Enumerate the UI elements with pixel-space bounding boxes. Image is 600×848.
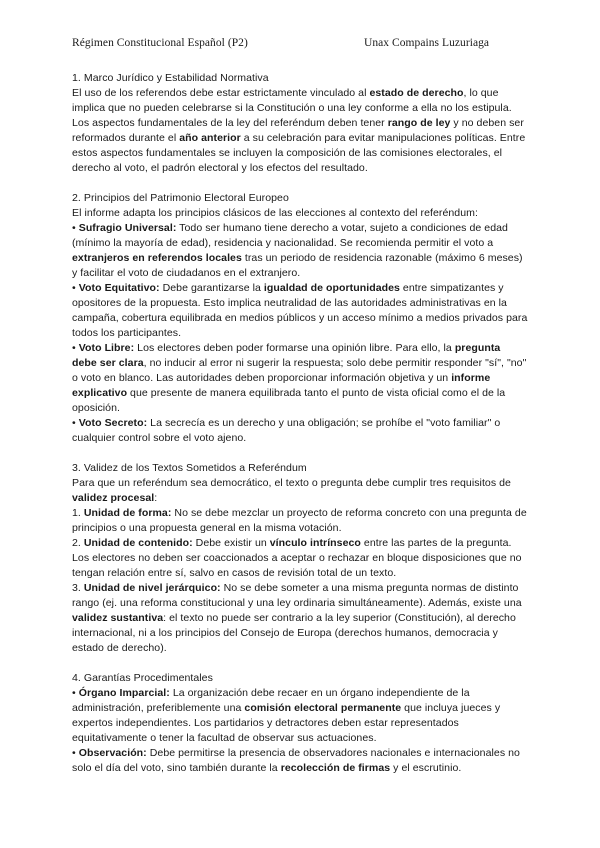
text-run: 1. [72, 507, 84, 519]
section-heading: 2. Principios del Patrimonio Electoral Europeo [72, 192, 289, 204]
section [72, 191, 528, 446]
document-body [72, 71, 528, 791]
text-run: entre las partes de la pregunta. Los electores no deben ser coaccionados a aceptar o rechazar en bloque disposiciones que no tengan relación entre sí, salvo en casos de revisión total de un texto. [72, 537, 522, 579]
text-run: Los electores deben poder formarse una opinión libre. Para ello, la [134, 342, 455, 354]
section [72, 671, 528, 776]
section-heading: 4. Garantías Procedimentales [72, 672, 213, 684]
paragraph [72, 341, 528, 416]
text-run: Todo ser humano tiene derecho a votar, sujeto a condiciones de edad (mínimo la mayoría de edad), residencia y nacionalidad. Se recomienda permitir el voto a [72, 222, 508, 249]
text-run: No se debe mezclar un proyecto de reforma concreto con una pregunta de principios o una propuesta general en la misma votación. [72, 507, 527, 534]
bold-text: Unidad de forma: [83, 507, 172, 519]
text-run: tras un periodo de residencia razonable (máximo 6 meses) y facilitar el voto de ciudadanos en el extranjero. [72, 252, 523, 279]
text-run: Debe garantizarse la [159, 282, 264, 294]
bold-text: Voto Secreto: [78, 417, 148, 429]
text-run: • [72, 687, 79, 699]
bold-text: pregunta debe ser clara [72, 342, 501, 369]
bold-text: vínculo intrínseco [269, 537, 361, 549]
text-run: • [72, 747, 79, 759]
text-run: Para que un referéndum sea democrático, el texto o pregunta debe cumplir tres requisitos de [72, 477, 511, 489]
paragraph [72, 536, 528, 581]
bold-text: Unidad de nivel jerárquico: [83, 582, 221, 594]
section-heading: 1. Marco Jurídico y Estabilidad Normativa [72, 72, 269, 84]
bold-text: recolección de firmas [280, 762, 391, 774]
text-run: El uso de los referendos debe estar estrictamente vinculado al [72, 87, 370, 99]
bold-text: comisión electoral permanente [244, 702, 402, 714]
header-author-name: Unax Compains Luzuriaga [364, 37, 490, 49]
section [72, 461, 528, 656]
bold-text: año anterior [179, 132, 241, 144]
text-run: , lo que implica que no pueden celebrarse si la Constitución o una ley conforme a ella no los estipula. Los aspectos fundamentales de la ley del referéndum deben tener [72, 87, 512, 129]
section-heading: 3. Validez de los Textos Sometidos a Referéndum [72, 462, 307, 474]
text-run: No se debe someter a una misma pregunta normas de distinto rango (ej. una reforma constitucional y una ley ordinaria simultáneamente). Además, existe una [72, 582, 522, 609]
bold-text: validez procesal [72, 492, 155, 504]
bold-text: Sufragio Universal: [78, 222, 177, 234]
text-run: Debe permitirse la presencia de observadores nacionales e internacionales no solo el día del voto, sino también durante la [72, 747, 520, 774]
paragraph [72, 416, 528, 446]
text-run: Debe existir un [192, 537, 270, 549]
bold-text: Unidad de contenido: [83, 537, 193, 549]
header-course-title: Régimen Constitucional Español (P2) [72, 37, 248, 49]
text-run: : el texto no puede ser contrario a la ley superior (Constitución), al derecho internacional, ni a los principios del Consejo de Europa (derechos humanos, democracia y estado de derecho). [72, 612, 516, 654]
text-run: • [72, 342, 79, 354]
paragraph [72, 281, 528, 341]
text-run: y no deben ser reformados durante el [72, 117, 524, 144]
section [72, 71, 528, 176]
paragraph [72, 86, 528, 176]
text-run: La secrecía es un derecho y una obligación; se prohíbe el "voto familiar" o cualquier control sobre el voto ajeno. [72, 417, 501, 444]
text-run: a su celebración para evitar manipulaciones políticas. Entre estos aspectos fundamentales se incluyen la composición de las comisiones electorales, el derecho al voto, el padrón electoral y los efectos del resultado. [72, 132, 526, 174]
paragraph [72, 686, 528, 746]
paragraph [72, 206, 528, 221]
text-run: y el escrutinio. [390, 762, 462, 774]
text-run: entre simpatizantes y opositores de la propuesta. Esto implica neutralidad de las autoridades administrativas en la campaña, cobertura equilibrada en medios públicos y un acceso mínimo a medios privados para todos los participantes. [72, 282, 528, 339]
bold-text: informe explicativo [72, 372, 491, 399]
paragraph [72, 221, 528, 281]
text-run: que incluya jueces y expertos independientes. Los partidarios y detractores deben estar representados equitativamente o tener la facultad de observar sus actuaciones. [72, 702, 501, 744]
bold-text: igualdad de oportunidades [263, 282, 400, 294]
text-run: • [72, 282, 79, 294]
text-run: 2. [72, 537, 84, 549]
bold-text: estado de derecho [369, 87, 464, 99]
paragraph [72, 581, 528, 656]
text-run: 3. [72, 582, 84, 594]
paragraph [72, 746, 528, 776]
bold-text: Voto Libre: [78, 342, 135, 354]
text-run: que presente de manera equilibrada tanto el punto de vista oficial como el de la oposición. [72, 387, 506, 414]
bold-text: validez sustantiva [72, 612, 164, 624]
paragraph [72, 476, 528, 506]
text-run: La organización debe recaer en un órgano independiente de la administración, preferiblemente una [72, 687, 470, 714]
bold-text: rango de ley [387, 117, 451, 129]
text-run: • [72, 222, 79, 234]
bold-text: Órgano Imparcial: [78, 687, 170, 699]
text-run: : [154, 492, 158, 504]
text-run: • [72, 417, 79, 429]
text-run: , no inducir al error ni sugerir la respuesta; solo debe permitir responder "sí", "no" o voto en blanco. Las autoridades deben proporcionar información objetiva y un [72, 357, 527, 384]
page-header [72, 36, 528, 52]
bold-text: extranjeros en referendos locales [72, 252, 242, 264]
paragraph [72, 506, 528, 536]
bold-text: Voto Equitativo: [78, 282, 160, 294]
bold-text: Observación: [78, 747, 147, 759]
text-run: El informe adapta los principios clásicos de las elecciones al contexto del referéndum: [72, 207, 478, 219]
